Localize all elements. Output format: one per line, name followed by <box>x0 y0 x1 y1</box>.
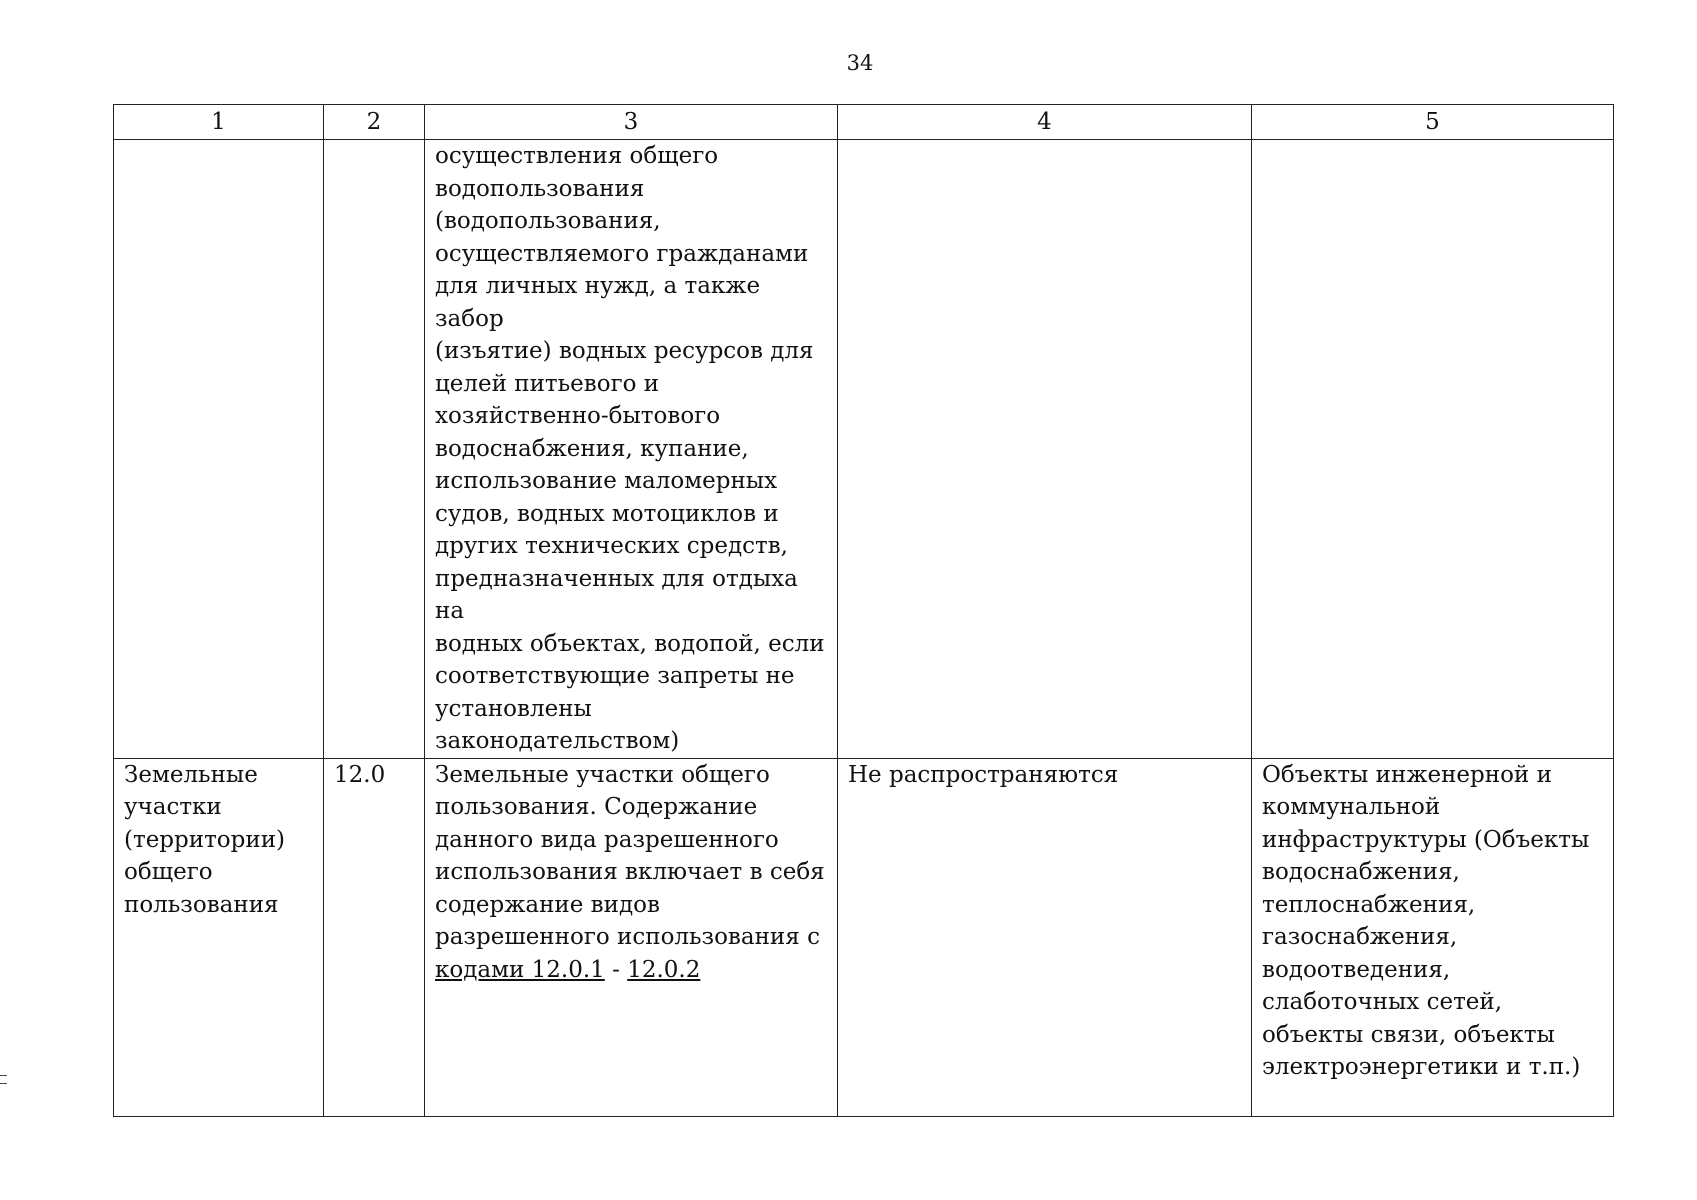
table-row <box>114 140 1614 759</box>
text-line: хозяйственно-бытового <box>435 403 721 429</box>
text-line <box>435 954 827 987</box>
text-line: законодательством) <box>435 728 680 754</box>
land-use-table <box>113 104 1614 1117</box>
code-link-12-0-1[interactable]: кодами 12.0.1 <box>435 956 605 983</box>
text-line: для личных нужд, а также забор <box>435 273 761 332</box>
text-line: Объекты инженерной и <box>1262 761 1552 788</box>
text-line: электроэнергетики и т.п.) <box>1262 1054 1581 1080</box>
text-line: коммунальной <box>1262 794 1441 820</box>
code-link-12-0-2[interactable]: 12.0.2 <box>627 956 701 983</box>
header-col-3: 3 <box>425 105 838 140</box>
header-col-2: 2 <box>324 105 425 140</box>
text-line: (изъятие) водных ресурсов для <box>435 338 814 364</box>
text-line: газоснабжения, <box>1262 924 1458 950</box>
scan-edge-mark <box>0 1075 7 1084</box>
text-line: пользования <box>124 891 279 918</box>
text-line: водопользования <box>435 175 645 202</box>
text-line: содержание видов <box>435 891 660 918</box>
text-line: объекты связи, объекты <box>1262 1021 1555 1048</box>
header-row <box>114 105 1614 140</box>
cell-restrictions: Не распространяются <box>838 758 1252 1116</box>
text-line: установлены <box>435 695 592 722</box>
text-line: водных объектах, водопой, если <box>435 630 825 657</box>
text-line: судов, водных мотоциклов и <box>435 500 779 527</box>
text-line: Земельные <box>124 761 258 788</box>
text-line: разрешенного использования с <box>435 924 820 950</box>
text-line: целей питьевого и <box>435 370 660 397</box>
cell-description-continued <box>425 140 838 759</box>
code-separator: - <box>604 956 628 983</box>
text-line: инфраструктуры (Объекты <box>1262 826 1590 853</box>
text-line: использования включает в себя <box>435 859 825 885</box>
text-line: использование маломерных <box>435 468 778 494</box>
cell-description <box>425 758 838 1116</box>
cell-code: 12.0 <box>324 758 425 1116</box>
text-line: (водопользования, <box>435 208 661 234</box>
header-col-4: 4 <box>838 105 1252 140</box>
text-line: слаботочных сетей, <box>1262 989 1503 1015</box>
text-line: участки <box>124 794 222 820</box>
text-line: предназначенных для отдыха на <box>435 565 798 624</box>
text-line: соответствующие запреты не <box>435 663 795 689</box>
header-col-5: 5 <box>1252 105 1614 140</box>
cell-land-use-name <box>114 758 324 1116</box>
text-line: других технических средств, <box>435 533 788 559</box>
text-line: осуществления общего <box>435 143 719 169</box>
cell-objects <box>1252 758 1614 1116</box>
text-line: теплоснабжения, <box>1262 891 1476 918</box>
cell-empty <box>324 140 425 759</box>
cell-empty <box>114 140 324 759</box>
cell-empty <box>838 140 1252 759</box>
text-line: (территории) <box>124 826 286 853</box>
text-line: данного вида разрешенного <box>435 826 779 853</box>
page-number: 34 <box>846 51 874 75</box>
text-line: пользования. Содержание <box>435 794 758 820</box>
text-line: водоснабжения, купание, <box>435 435 749 462</box>
text-line: осуществляемого гражданами <box>435 240 809 267</box>
cell-empty <box>1252 140 1614 759</box>
header-col-1: 1 <box>114 105 324 140</box>
table-row <box>114 758 1614 1116</box>
text-line: водоотведения, <box>1262 956 1451 983</box>
text-line: общего <box>124 859 213 885</box>
text-line: Земельные участки общего <box>435 761 770 788</box>
text-line: водоснабжения, <box>1262 859 1460 885</box>
